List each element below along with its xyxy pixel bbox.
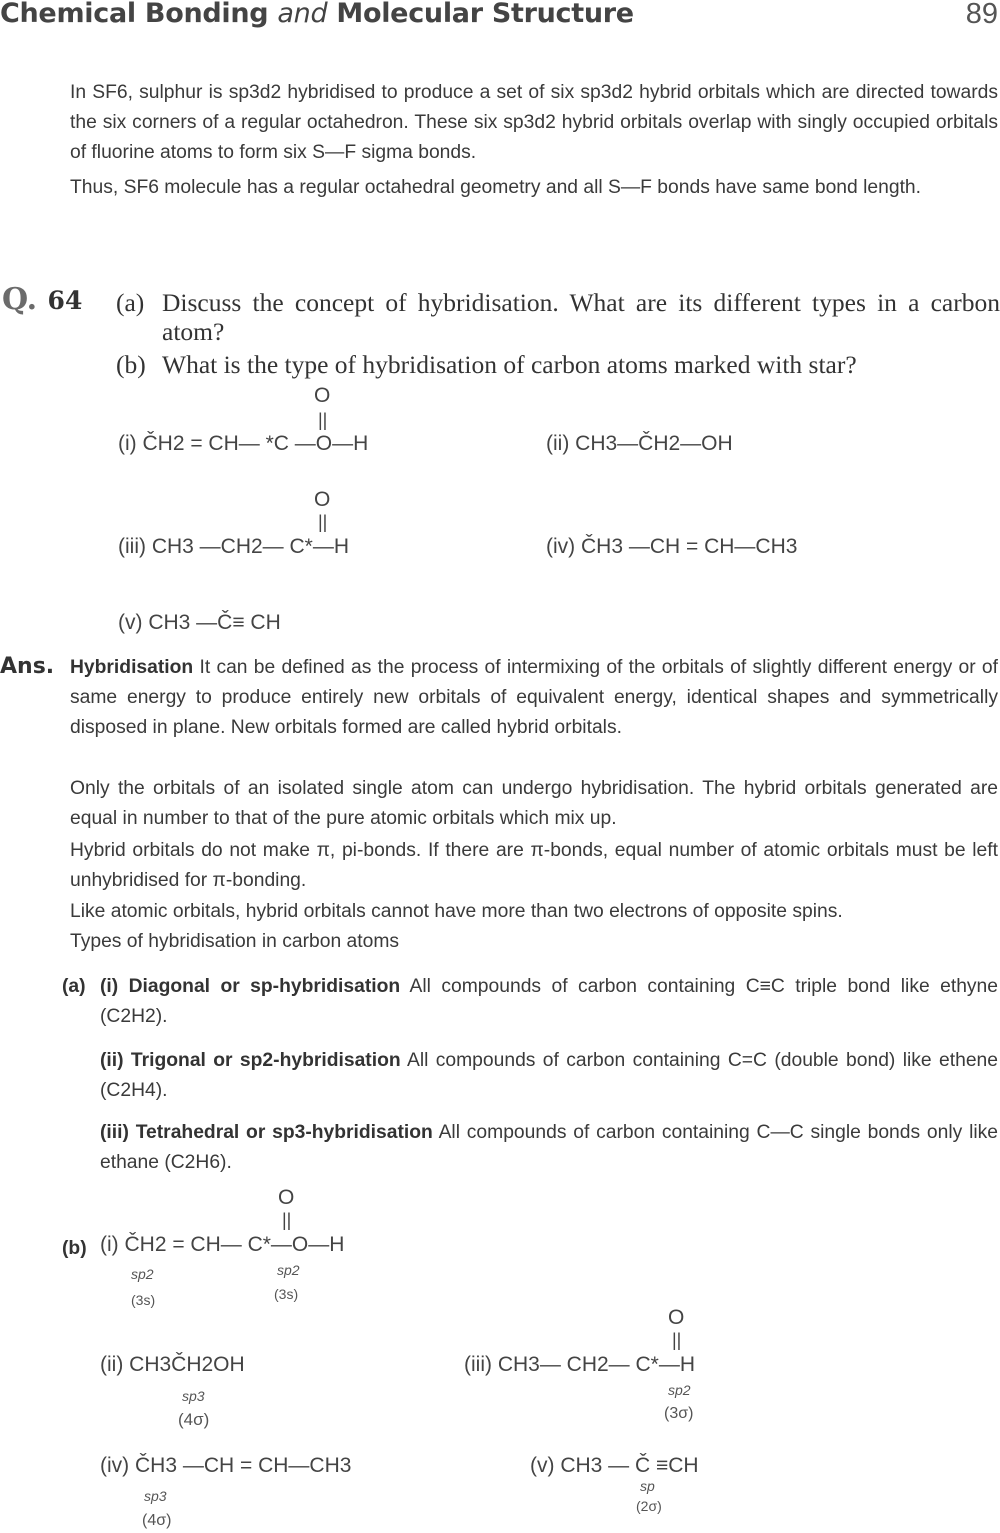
answer-paragraph-2: Only the orbitals of an isolated single atom can undergo hybridisation. The hybrid orbitals generated are equal in number to that of the pure atomic orbitals which mix up. — [70, 778, 998, 829]
double-bond-mark: || — [318, 512, 328, 532]
answer-b-iii-sp2: sp2 — [668, 1382, 691, 1398]
answer-paragraph-3: Hybrid orbitals do not make π, pi-bonds. If there are π-bonds, equal number of atomic orbitals must be left unhybridised for π-bonding. — [70, 840, 998, 891]
page-header-title — [0, 0, 634, 29]
answer-paragraph-4: Like atomic orbitals, hybrid orbitals cannot have more than two electrons of opposite spins. — [70, 901, 843, 922]
answer-b-iv-4sigma: (4σ) — [142, 1512, 172, 1529]
question-number: 64 — [47, 286, 83, 315]
answer-b-iv: (iv) ČH3 —CH = CH—CH3 — [100, 1454, 352, 1477]
answer-b-i-3s-a: (3s) — [131, 1292, 156, 1308]
answer-b-iii-oxygen: O — [668, 1306, 685, 1329]
answer-a-iii-text: All compounds of carbon containing C—C single bonds only like ethane (C2H6). — [100, 1122, 999, 1173]
page-number: 89 — [965, 0, 998, 30]
answer-a-ii-head: (ii) Trigonal or sp2-hybridisation — [100, 1050, 401, 1071]
answer-b-iii-3sigma: (3σ) — [664, 1405, 694, 1422]
question-a-marker: (a) — [116, 288, 145, 317]
answer-b-i-sp2-b: sp2 — [277, 1262, 300, 1278]
structure-v: (v) CH3 —Č≡ CH — [118, 611, 281, 634]
answer-p1-text: It can be defined as the process of intermixing of the orbitals of slightly different energy or of same energy to produce entirely new orbitals of equivalent energy, identical shapes and symmetrically disposed in plane. New orbitals formed are called hybrid orbitals. — [70, 657, 998, 738]
question-b-marker: (b) — [116, 350, 146, 379]
answer-b-ii-4sigma: (4σ) — [178, 1410, 210, 1429]
answer-b-v-sp: sp — [640, 1478, 655, 1494]
answer-p1-head: Hybridisation — [70, 657, 194, 678]
question-b-text: What is the type of hybridisation of carbon atoms marked with star? — [162, 350, 857, 379]
answer-a-ii-text: All compounds of carbon containing C=C (double bond) like ethene (C2H4). — [100, 1050, 998, 1101]
structure-iii: (iii) CH3 —CH2— C*—H — [118, 535, 350, 558]
structure-i: (i) ČH2 = CH— *C —O—H — [118, 432, 369, 455]
answer-b-iv-sp3: sp3 — [144, 1488, 167, 1504]
answer-a-marker: (a) — [62, 976, 86, 997]
intro-paragraph-2: Thus, SF6 molecule has a regular octahedral geometry and all S—F bonds have same bond length. — [70, 177, 922, 198]
answer-b-ii-sp3: sp3 — [182, 1388, 205, 1404]
answer-b-iii: (iii) CH3— CH2— C*—H — [464, 1353, 696, 1376]
answer-a-ii — [100, 1046, 998, 1106]
structure-iii-oxygen: O — [314, 488, 331, 511]
answer-paragraph-5: Types of hybridisation in carbon atoms — [70, 931, 400, 952]
header-title-c: Molecular Structure — [327, 0, 634, 29]
answer-a-i-head: (i) Diagonal or sp-hybridisation — [100, 976, 401, 997]
answer-a-iii-head: (iii) Tetrahedral or sp3-hybridisation — [100, 1122, 433, 1143]
question-a-text: Discuss the concept of hybridisation. What are its different types in a carbon atom? — [162, 288, 1000, 346]
double-bond-mark: || — [282, 1210, 292, 1230]
double-bond-mark: || — [672, 1330, 682, 1350]
answer-label: Ans. — [0, 654, 55, 679]
answer-b-i-3s-b: (3s) — [274, 1286, 299, 1302]
answer-b-i-oxygen: O — [278, 1186, 295, 1209]
answer-b-marker: (b) — [62, 1238, 87, 1259]
answer-b-ii: (ii) CH3ČH2OH — [100, 1353, 245, 1376]
question-label — [2, 282, 82, 317]
intro-paragraph-1: In SF6, sulphur is sp3d2 hybridised to produce a set of six sp3d2 hybrid orbitals which are directed towards the six corners of a regular octahedron. These six sp3d2 hybrid orbitals overlap with singly occupied orbitals of fluorine atoms to form six S—F sigma bonds. — [70, 82, 998, 163]
structure-i-oxygen: O — [314, 384, 331, 407]
structure-ii: (ii) CH3—ČH2—OH — [546, 432, 733, 455]
answer-a-i-text: All compounds of carbon containing C≡C triple bond like ethyne (C2H2). — [100, 976, 999, 1027]
answer-a-i — [100, 972, 998, 1032]
structure-iv: (iv) ČH3 —CH = CH—CH3 — [546, 535, 798, 558]
answer-paragraph-1 — [70, 653, 998, 743]
header-title-and: and — [277, 0, 328, 29]
double-bond-mark: || — [318, 410, 328, 430]
answer-a-iii — [100, 1118, 998, 1178]
answer-b-v: (v) CH3 — Č ≡CH — [530, 1454, 699, 1477]
answer-b-v-2sigma: (2σ) — [636, 1498, 662, 1514]
answer-b-i: (i) ČH2 = CH— C*—O—H — [100, 1233, 345, 1256]
header-title-a: Chemical Bonding — [0, 0, 278, 29]
answer-b-i-sp2-a: sp2 — [131, 1266, 154, 1282]
question-q: Q. — [2, 282, 38, 317]
